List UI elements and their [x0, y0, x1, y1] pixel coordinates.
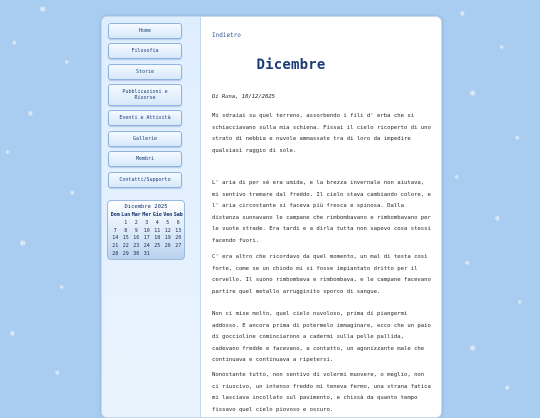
paragraph: C' era altro che ricordavo da quel momento, un mal di testa così forte, come se un chiodo mi si fosse impiantato dritto per il cervello. Il suono rimbombava e rimbombava, e le campane facevano partire quel metallo arrugginito sporco di sangue.	[212, 254, 431, 295]
snowflake-icon: ❄	[455, 174, 459, 181]
snowflake-icon: ❄	[10, 329, 15, 338]
calendar-day: 16	[133, 235, 140, 242]
snowflake-icon: ❄	[65, 59, 69, 66]
nav-storie-button[interactable]: Storie	[108, 64, 182, 80]
nav-gallerie-button[interactable]: Gallerie	[108, 131, 182, 147]
snowflake-icon: ❄	[6, 149, 10, 156]
post-meta: Di Runa, 10/12/2025	[212, 94, 275, 100]
calendar-day: 5	[166, 219, 170, 226]
snowflake-icon: ❄	[515, 134, 520, 142]
calendar-title: Dicembre 2025	[124, 204, 168, 210]
calendar-day: 22	[122, 243, 129, 250]
calendar-weekday: Sab	[173, 212, 183, 218]
calendar-day: 30	[133, 250, 140, 257]
snowflake-icon: ❄	[12, 39, 17, 47]
calendar-day: 18	[154, 235, 161, 242]
calendar-weekday: Ven	[163, 212, 173, 218]
calendar-day: 17	[143, 235, 150, 242]
calendar-day: 31	[143, 250, 150, 257]
calendar-weekday: Lun	[121, 212, 131, 218]
snowflake-icon: ❄	[28, 109, 33, 118]
paragraph: Non ci mise molto, quel cielo nuvoloso, prima di piangermi addosso. E ancora prima di potermelo immaginare, ecco che un paio di goccioline cominciarono a cadermi sulla pelle pallida, cadevano fredde e facevano, a contatto, un agonizzante male che continuava e continuava a ripetersi.	[212, 311, 431, 363]
snowflake-icon: ❄	[60, 284, 64, 291]
snowflake-icon: ❄	[495, 214, 500, 223]
calendar-day	[110, 220, 121, 226]
calendar-weekday: Gio	[152, 212, 162, 218]
calendar-day: 3	[145, 219, 149, 226]
calendar-day: 15	[122, 235, 129, 242]
paragraph: Mi sdraiai su quel terreno, assorbendo i fili d' erba che si schiacciavano sulla mia schiena. Fissai il cielo ricoperto di uno strato di nebbia e nuvole ammassate tra di loro da impedire qualsiasi raggio di sole.	[212, 113, 431, 154]
nav-contatti-button[interactable]: Contatti/Supporto	[108, 172, 182, 188]
calendar-day: 7	[113, 227, 117, 234]
snowflake-icon: ❄	[465, 259, 470, 267]
calendar-day: 20	[175, 235, 182, 242]
snowflake-icon: ❄	[500, 44, 504, 51]
calendar-day: 14	[112, 235, 119, 242]
snowflake-icon: ❄	[70, 189, 75, 197]
snowflake-icon: ❄	[470, 344, 476, 354]
snowflake-icon: ❄	[40, 5, 46, 15]
main-content	[201, 17, 441, 417]
calendar-day: 13	[175, 227, 182, 234]
sidebar	[102, 17, 201, 417]
calendar-day: 4	[155, 219, 159, 226]
calendar-day: 27	[175, 243, 182, 250]
nav-home-button[interactable]: Home	[108, 23, 182, 39]
calendar-day: 21	[112, 243, 119, 250]
nav-pubblicazioni-button[interactable]: Pubblicazioni e Risorse	[108, 84, 182, 106]
calendar-day: 26	[164, 243, 171, 250]
calendar-day: 1	[124, 219, 128, 226]
nav-eventi-button[interactable]: Eventi e Attività	[108, 110, 182, 126]
nav-membri-button[interactable]: Membri	[108, 151, 182, 167]
calendar-day: 6	[176, 219, 180, 226]
snowflake-icon: ❄	[505, 384, 510, 392]
calendar-day: 12	[164, 227, 171, 234]
calendar-day: 10	[143, 227, 150, 234]
snowflake-icon: ❄	[470, 89, 476, 99]
calendar-day: 8	[124, 227, 128, 234]
calendar-weekday: Mer	[142, 212, 152, 218]
page-frame	[101, 16, 442, 418]
calendar-weekday: Mar	[131, 212, 141, 218]
calendar-day: 2	[134, 219, 138, 226]
calendar-day: 9	[134, 227, 138, 234]
snowflake-icon: ❄	[20, 239, 26, 249]
calendar-weekday: Dom	[110, 212, 120, 218]
calendar-day: 23	[133, 243, 140, 250]
calendar-day: 25	[154, 243, 161, 250]
back-link[interactable]: Indietro	[212, 32, 241, 39]
snowflake-icon: ❄	[55, 369, 60, 377]
page-title: Dicembre	[256, 57, 326, 73]
calendar-day: 24	[143, 243, 150, 250]
calendar-widget	[107, 200, 185, 260]
nav-filosofia-button[interactable]: Filosofia	[108, 43, 182, 59]
calendar-day: 28	[112, 250, 119, 257]
calendar-day: 19	[164, 235, 171, 242]
calendar-day: 29	[122, 250, 129, 257]
calendar-day: 11	[154, 227, 161, 234]
calendar-grid	[110, 212, 184, 257]
snowflake-icon: ❄	[518, 299, 522, 306]
paragraph: L' aria di per sé era umida, e la brezza invernale non aiutava, mi sentivo tremare dal freddo. Il cielo stava cambiando colore, e l' aria circostante si faceva più fresca e spinosa. Dalla distanza suonavano le campane che rimbombavano e rimbombavano per le vuote strade. Era tardi e a dirla tutta non sapevo cosa stessi facendo fuori.	[212, 180, 431, 244]
paragraph: Nonostante tutto, non sentivo di volermi muovere, o meglio, non ci riuscivo, un intenso freddo mi teneva fermo, una strana fatica mi lasciava incollato sul pavimento, e chissà da quanto tempo fissavo quel cielo piovoso e oscuro.	[212, 372, 431, 413]
snowflake-icon: ❄	[460, 9, 465, 18]
